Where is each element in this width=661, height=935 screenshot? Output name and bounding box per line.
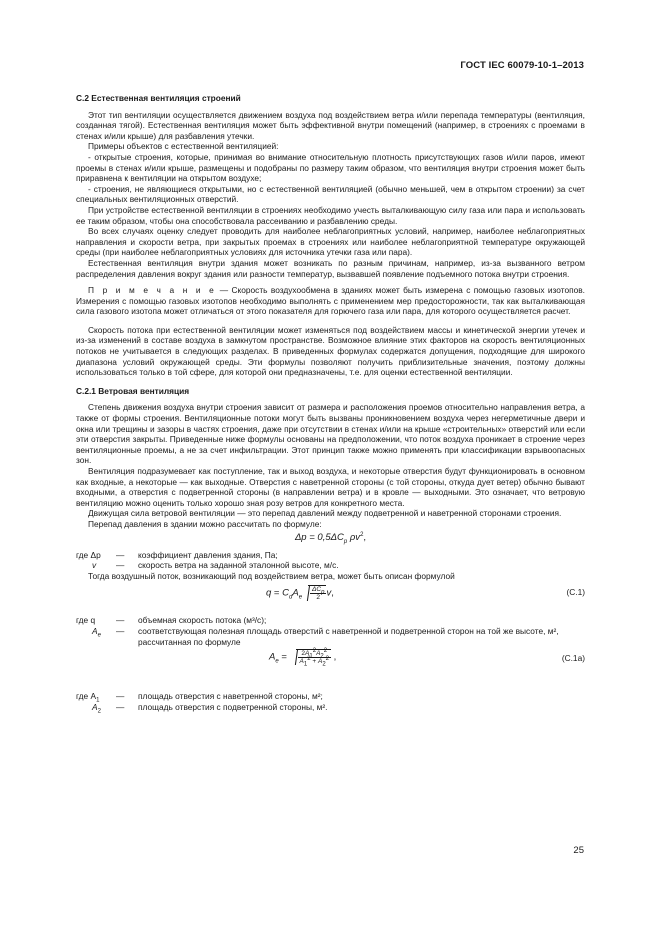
paragraph: - открытые строения, которые, принимая во внимание относительную плотность присутствующих газов и/или паров, имеют проемы в стенах и/или крыше, размещены и подобраны по размеру таким образом, что вентиляция внутри строения может быть приравнена к вентиляции на открытом воздухе; — [76, 151, 585, 184]
formula-pressure-expression: $\Delta p = 0,5\Delta C_p$ $\rho v^2$, — [294, 531, 367, 545]
definition-symbol: где q — [76, 615, 96, 626]
definition-text: объемная скорость потока (м³/с); — [138, 615, 267, 626]
paragraph: Перепад давления в здании можно рассчитать по формуле: — [88, 518, 322, 529]
definition-symbol: $A_2$ — [92, 701, 101, 715]
page-number: 25 — [573, 845, 584, 856]
definition-row: где $A_1$ — площадь отверстия с наветренной стороны, м²; — [76, 691, 585, 702]
paragraph: Скорость потока при естественной вентиляции может изменяться под воздействием массы и кинетической энергии утечек и из-за изменений в составе воздуха в замкнутом пространстве. Возможное влияние этих факторов на скорость вентиляционных потоков не учитывается в следующих разделах. В приведенных формулах содержатся допущения, подходящие для широкого диапазона условий окружающей среды. Эти формулы позволяют получить приблизительные значения, поэтому должны использоваться только в той сфере, для которой они предназначены, т.е. для оценки естественной вентиляции. — [76, 324, 585, 378]
definition-row: где Δp — коэффициент давления здания, Па; — [76, 550, 585, 561]
definition-text: скорость ветра на заданной эталонной высоте, м/с. — [138, 560, 339, 571]
paragraph: Вентиляция подразумевает как поступление, так и выход воздуха, и некоторые отверстия будут функционировать в основном как входные, а некоторые — как выходные. Отверстия с наветренной стороны (с той стороны, откуда дует ветер) обычно бывают входными, а отверстия с подветренной стороны (в направлении ветра) и в кровле — выходными. Это означает, что ветровую вентиляцию можно оценить только хорошо зная розу ветров для конкретного места. — [76, 466, 585, 508]
definition-text: площадь отверстия с наветренной стороны, м²; — [138, 691, 323, 702]
page-content — [76, 93, 585, 715]
formula-c1a-number: (С.1а) — [561, 653, 585, 664]
formula-c1a-expression: $A_e$ = $\frac{2A_1^2A_2^2}{A_1^2 + A_2^2}$ , — [269, 647, 337, 668]
paragraph: Тогда воздушный поток, возникающий под воздействием ветра, может быть описан формулой — [88, 570, 455, 581]
note-text: — Скорость воздухообмена в зданиях может быть измерена с помощью газовых изотопов. Измерения с помощью газовых изотопов необходимо выполнять с применением мер предосторожности, так как выталкивающая сила газового изотопа может отличаться от этого показателя для горючего газа или пара, для которого осуществляется расчет. — [76, 285, 585, 317]
formula-pressure — [76, 530, 585, 550]
document-id: ГОСТ IEC 60079-10-1–2013 — [460, 60, 584, 71]
definition-symbol: где $A_1$ — [76, 691, 100, 704]
definition-row: v — скорость ветра на заданной эталонной высоте, м/с. — [76, 560, 585, 571]
definition-row: где q — объемная скорость потока (м³/с); — [76, 615, 585, 626]
paragraph: Во всех случаях оценку следует проводить для наиболее неблагоприятных условий, например, наиболее неблагоприятных направления и скорости ветра, при закрытых проемах в строениях или наиболее неблагоприятной температуре окружающей среды (при наиболее неблагоприятных условиях для источника утечки газа или пара). — [76, 226, 585, 258]
definition-row: $A_2$ — площадь отверстия с подветренной стороны, м². — [76, 702, 585, 713]
formula-c1 — [76, 581, 585, 615]
definition-row: $A_e$ — соответствующая полезная площадь отверстий с наветренной и подветренной сторон на той же высоте, м², рассчитанная по формуле — [76, 626, 585, 647]
definition-symbol: где Δp — [76, 549, 101, 560]
note — [76, 285, 585, 317]
section-title-c21: С.2.1 Ветровая вентиляция — [76, 385, 190, 396]
paragraph: Движущая сила ветровой вентиляции — это перепад давлений между подветренной и наветренной сторонами строения. — [88, 508, 562, 519]
definition-symbol: $A_e$ — [92, 625, 101, 639]
formula-c1a — [76, 647, 585, 691]
paragraph: Степень движения воздуха внутри строения зависит от размера и расположения проемов относительно направления ветра, а также от формы строения. Вентиляционные потоки могут быть вызваны проникновением воздуха через негерметичные двери и окна или трещины и зазоры в частях строения, даже при отсутствии в стенах и/или на крыше «строительных» отверстий или если эти отверстия закрыты. Приведенные ниже формулы основаны на предположении, что поток воздуха проникает в строение через вентиляционные проемы, а не за счет инфильтрации. Этот принцип также можно применять при классификации взрывоопасных зон. — [76, 402, 585, 466]
paragraph: Естественная вентиляция внутри здания может возникать по разным причинам, например, из-за вызванного ветром распределения давления вокруг здания или разности температур, вызвавшей появление подъемного потока внутри строения. — [76, 257, 585, 279]
formula-c1-expression: $q = C_dA_e$ $\frac{\Delta C_p}{2}$ v, — [266, 586, 334, 602]
definition-text: соответствующая полезная площадь отверстий с наветренной и подветренной сторон на той же высоте, м², рассчитанная по формуле — [138, 625, 559, 647]
paragraph: - строения, не являющиеся открытыми, но с естественной вентиляцией (обычно меньшей, чем в открытом строении) за счет специальных вентиляционных отверстий. — [76, 183, 585, 205]
paragraph: Этот тип вентиляции осуществляется движением воздуха под воздействием ветра и/или перепада температуры (вентиляция, созданная тягой). Естественная вентиляция может быть эффективной внутри помещений (например, в строениях с проемами в стенах и/или крыше) для разбавления утечки. — [76, 109, 585, 141]
definition-text: коэффициент давления здания, Па; — [138, 549, 278, 560]
formula-c1-number: (С.1) — [566, 587, 585, 598]
paragraph: Примеры объектов с естественной вентиляцией: — [88, 141, 279, 152]
note-label: П р и м е ч а н и е — [88, 285, 217, 296]
definition-text: площадь отверстия с подветренной стороны, м². — [138, 701, 328, 712]
section-title-c2: С.2 Естественная вентиляция строений — [76, 93, 241, 103]
paragraph: При устройстве естественной вентиляции в строениях необходимо учесть выталкивающую силу газа или пара и использовать ее таким образом, чтобы она способствовала рассеиванию и разбавлению среды. — [76, 204, 585, 226]
definition-symbol: v — [92, 560, 97, 571]
